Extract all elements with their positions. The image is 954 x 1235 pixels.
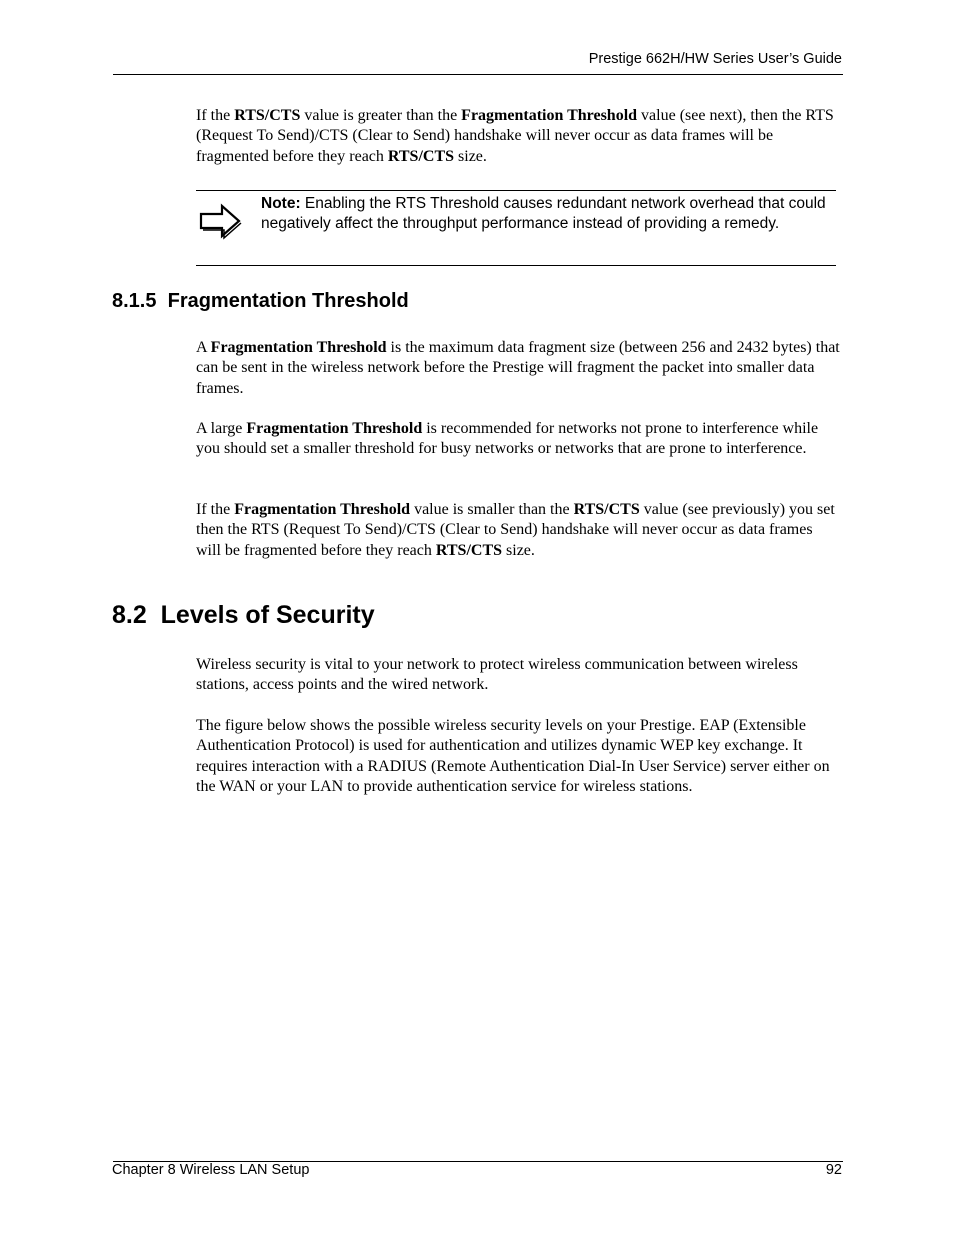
bold-term: Fragmentation Threshold [210, 339, 387, 356]
bold-term: Fragmentation Threshold [461, 107, 638, 124]
note-text [261, 194, 839, 234]
footer-chapter: Chapter 8 Wireless LAN Setup [112, 1162, 310, 1178]
guide-title: Prestige 662H/HW Series User’s Guide [588, 51, 842, 67]
note-body: Enabling the RTS Threshold causes redundant network overhead that could negatively affect the throughput performance instead of providing a remedy. [261, 195, 826, 232]
section-heading-8-2: 8.2 Levels of Security [112, 601, 375, 629]
bold-term: RTS/CTS [573, 501, 640, 518]
note-box [196, 190, 836, 266]
security-paragraph-1: Wireless security is vital to your network to protect wireless communication between wireless stations, access points and the wired network. [196, 656, 798, 694]
arrow-right-icon [198, 201, 242, 241]
bold-term: RTS/CTS [387, 147, 455, 165]
header-rule [113, 74, 843, 75]
bold-term: RTS/CTS [234, 107, 301, 124]
bold-term: RTS/CTS [435, 541, 503, 559]
fragmentation-paragraph-2: A large Fragmentation Threshold is recommended for networks not prone to interference while you should set a smaller threshold for busy networks or networks that are prone to interference. [196, 420, 819, 458]
footer-page-number: 92 [825, 1162, 842, 1178]
fragmentation-paragraph-1: A Fragmentation Threshold is the maximum data fragment size (between 256 and 2432 bytes) that can be sent in the wireless network before the Prestige will fragment the packet into smaller data frames. [196, 339, 840, 397]
fragmentation-paragraph-3: If the Fragmentation Threshold value is smaller than the RTS/CTS value (see previously) you set then the RTS (Request To Send)/CTS (Clear to Send) handshake will never occur as data frames will be fragmented before they reach RTS/CTS size. [196, 501, 835, 559]
bold-term: Fragmentation Threshold [234, 501, 411, 518]
section-heading-8-1-5: 8.1.5 Fragmentation Threshold [112, 290, 409, 312]
security-paragraph-2: The figure below shows the possible wireless security levels on your Prestige. EAP (Extensible Authentication Protocol) is used for authentication and utilizes dynamic WEP key exchange. It requires interaction with a RADIUS (Remote Authentication Dial-In User Service) server either on the WAN or your LAN to provide authentication service for wireless stations. [196, 717, 830, 795]
note-label: Note: [261, 195, 301, 212]
intro-paragraph: If the RTS/CTS value is greater than the Fragmentation Threshold value (see next), then the RTS (Request To Send)/CTS (Clear to Send) handshake will never occur as data frames will be fragmented before they reach RTS/CTS size. [196, 107, 834, 165]
bold-term: Fragmentation Threshold [246, 420, 423, 437]
